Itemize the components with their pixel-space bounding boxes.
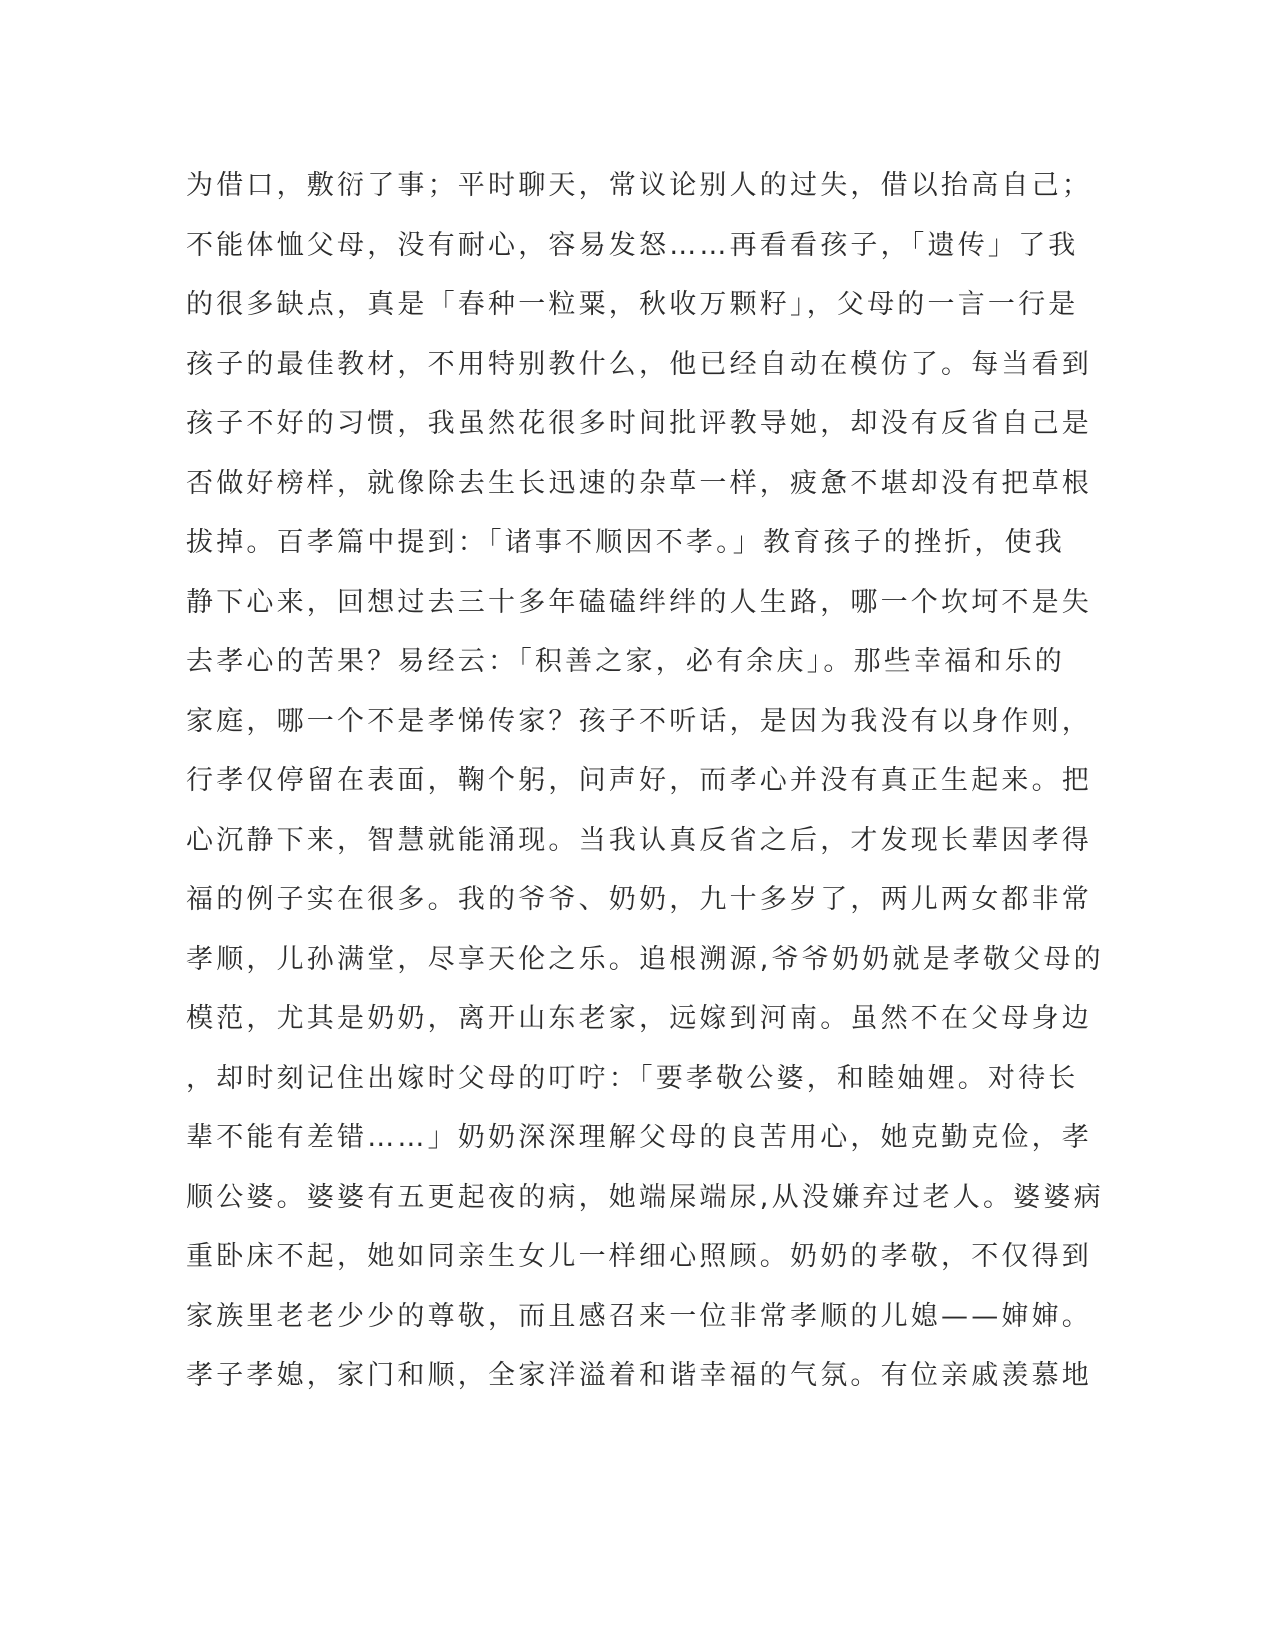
text-line: 拔掉。百孝篇中提到：「诸事不顺因不孝。」教育孩子的挫折，使我 [186,527,1065,558]
text-line: 孝顺，儿孙满堂，尽享天伦之乐。追根溯源,爷爷奶奶就是孝敬父母的 [186,943,1104,975]
text-line: 心沉静下来，智慧就能涌现。当我认真反省之后，才发现长辈因孝得 [186,824,1092,856]
text-line: 不能体恤父母，没有耐心，容易发怒……再看看孩子，「遗传」了我 [186,229,1079,261]
text-line: 模范，尤其是奶奶，离开山东老家，远嫁到河南。虽然不在父母身边 [186,1003,1092,1034]
text-line: 行孝仅停留在表面，鞠个躬，问声好，而孝心并没有真正生起来。把 [186,765,1092,796]
text-line: ，却时刻记住出嫁时父母的叮咛：「要孝敬公婆，和睦妯娌。对待长 [186,1062,1079,1094]
text-line: 重卧床不起，她如同亲生女儿一样细心照顾。奶奶的孝敬，不仅得到 [186,1241,1092,1272]
body-text [186,156,1104,1406]
text-line: 去孝心的苦果？易经云：「积善之家，必有余庆」。那些幸福和乐的 [186,646,1065,677]
text-line: 福的例子实在很多。我的爷爷、奶奶，九十多岁了，两儿两女都非常 [186,884,1092,915]
text-line: 家族里老老少少的尊敬，而且感召来一位非常孝顺的儿媳——婶婶。 [186,1300,1092,1332]
text-line: 家庭，哪一个不是孝悌传家？孩子不听话，是因为我没有以身作则， [186,705,1092,737]
text-line: 静下心来，回想过去三十多年磕磕绊绊的人生路，哪一个坎坷不是失 [186,586,1092,618]
text-line: 孩子不好的习惯，我虽然花很多时间批评教导她，却没有反省自己是 [186,408,1092,439]
text-line: 孝子孝媳，家门和顺，全家洋溢着和谐幸福的气氛。有位亲戚羡慕地 [186,1360,1092,1391]
text-line: 的很多缺点，真是「春种一粒粟，秋收万颗籽」，父母的一言一行是 [186,289,1079,320]
text-line: 辈不能有差错……」奶奶深深理解父母的良苦用心，她克勤克俭，孝 [186,1122,1092,1153]
text-line: 为借口，敷衍了事；平时聊天，常议论别人的过失，借以抬高自己； [186,170,1092,201]
text-line: 孩子的最佳教材，不用特别教什么，他已经自动在模仿了。每当看到 [186,348,1092,380]
text-line: 顺公婆。婆婆有五更起夜的病，她端屎端尿,从没嫌弃过老人。婆婆病 [186,1181,1104,1213]
text-line: 否做好榜样，就像除去生长迅速的杂草一样，疲惫不堪却没有把草根 [186,467,1092,499]
